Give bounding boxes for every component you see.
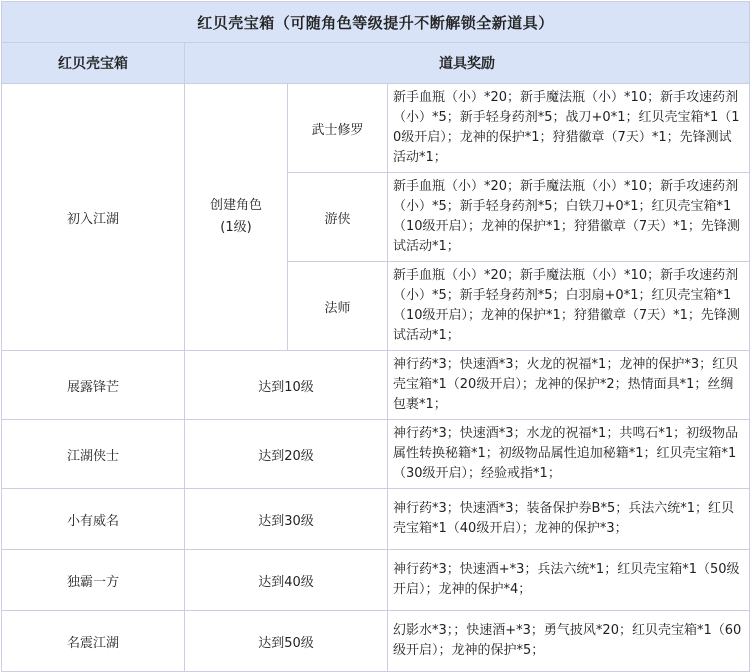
reward-cell: 神行药*3；快速酒*3；水龙的祝福*1；共鸣石*1；初级物品属性转换秘籍*1；初级物品属性追加秘籍*1；红贝壳宝箱*1（30级开启）；经验戒指*1；	[388, 420, 750, 489]
table-row	[2, 489, 750, 550]
header-reward: 道具奖励	[185, 43, 750, 84]
condition-cell: 达到40级	[185, 550, 388, 611]
stage-cell: 名震江湖	[2, 611, 185, 672]
stage-cell: 小有威名	[2, 489, 185, 550]
reward-cell: 神行药*3；快速酒*3；装备保护券B*5；兵法六统*1；红贝壳宝箱*1（40级开启）；龙神的保护*3；	[388, 489, 750, 550]
reward-cell: 神行药*3；快速酒+*3；兵法六统*1；红贝壳宝箱*1（50级开启）；龙神的保护*4；	[388, 550, 750, 611]
condition-cell: 达到20级	[185, 420, 388, 489]
table-row	[2, 611, 750, 672]
condition-cell: 达到10级	[185, 351, 388, 420]
table-row	[2, 420, 750, 489]
condition-cell: 达到50级	[185, 611, 388, 672]
table-title: 红贝壳宝箱（可随角色等级提升不断解锁全新道具）	[2, 2, 750, 43]
stage-cell: 江湖侠士	[2, 420, 185, 489]
reward-cell: 幻影水*3；；快速酒+*3；勇气披风*20；红贝壳宝箱*1（60级开启）；龙神的保护*5；	[388, 611, 750, 672]
table-row	[2, 84, 750, 173]
class-cell: 武士修罗	[288, 84, 388, 173]
stage-cell: 独霸一方	[2, 550, 185, 611]
reward-cell: 神行药*3；快速酒*3；火龙的祝福*1；龙神的保护*3；红贝壳宝箱*1（20级开启）；龙神的保护*2；热情面具*1；丝绸包裹*1；	[388, 351, 750, 420]
class-cell: 法师	[288, 262, 388, 351]
reward-table	[1, 1, 750, 672]
header-box: 红贝壳宝箱	[2, 43, 185, 84]
stage-cell: 初入江湖	[2, 84, 185, 351]
reward-cell: 新手血瓶（小）*20；新手魔法瓶（小）*10；新手攻速药剂（小）*5；新手轻身药剂*5；白铁刀+0*1；红贝壳宝箱*1（10级开启）；龙神的保护*1；狩猎徽章（7天）*1；先锋测试活动*1；	[388, 173, 750, 262]
class-cell: 游侠	[288, 173, 388, 262]
stage-cell: 展露锋芒	[2, 351, 185, 420]
condition-cell: 创建角色 (1级)	[185, 84, 288, 351]
condition-cell: 达到30级	[185, 489, 388, 550]
reward-cell: 新手血瓶（小）*20；新手魔法瓶（小）*10；新手攻速药剂（小）*5；新手轻身药剂*5；白羽扇+0*1；红贝壳宝箱*1（10级开启）；龙神的保护*1；狩猎徽章（7天）*1；先锋测试活动*1；	[388, 262, 750, 351]
table-row	[2, 550, 750, 611]
reward-cell: 新手血瓶（小）*20；新手魔法瓶（小）*10；新手攻速药剂（小）*5；新手轻身药剂*5；战刀+0*1；红贝壳宝箱*1（10级开启）；龙神的保护*1；狩猎徽章（7天）*1；先锋测试活动*1；	[388, 84, 750, 173]
table-row	[2, 351, 750, 420]
